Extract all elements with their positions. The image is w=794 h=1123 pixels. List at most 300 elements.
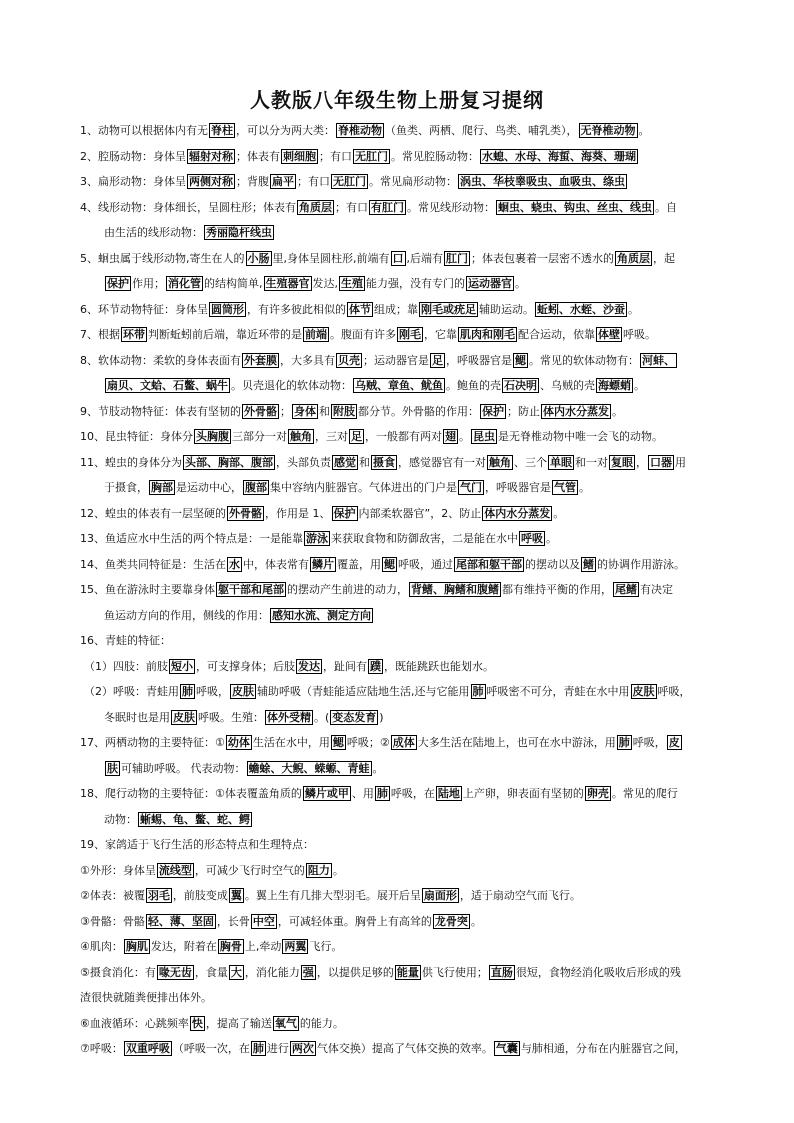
line-text: 飞行。: [309, 940, 343, 953]
boxed-keyword: 胸部: [151, 481, 173, 494]
outline-line: [80, 705, 720, 731]
line-text: 和: [319, 404, 330, 418]
boxed-keyword: 两次: [291, 1042, 314, 1055]
boxed-keyword: 翅: [445, 430, 456, 443]
boxed-keyword: 生殖器官: [265, 277, 310, 290]
line-text: （1）四肢：前肢: [84, 659, 168, 673]
line-text: 。: [546, 532, 557, 545]
line-text: ，作用是 1、: [265, 506, 331, 520]
outline-line: [80, 781, 720, 807]
line-text: 。: [332, 863, 344, 877]
boxed-keyword: 扇贝、文蛤、石鳖、蜗牛: [107, 379, 228, 392]
boxed-keyword: 水: [229, 557, 240, 571]
line-text: 有决定: [640, 583, 673, 596]
line-text: 、三个: [514, 455, 547, 469]
line-text: 是无脊椎动物中唯一会飞的动物。: [498, 430, 663, 443]
line-text: ，呼吸器官是: [446, 353, 512, 367]
line-text: 冬眠时也是用: [104, 710, 170, 724]
boxed-keyword: 外骨骼: [244, 404, 277, 418]
boxed-keyword: 游泳: [306, 532, 328, 545]
boxed-keyword: 河蚌、: [642, 353, 675, 367]
line-text: ；有口: [335, 200, 368, 214]
line-text: 。常见的软体动物有：: [529, 353, 639, 367]
line-text: 。: [553, 506, 565, 520]
boxed-keyword: 肌肉和刚毛: [460, 328, 515, 341]
line-text: 判断蚯蚓前后端，靠近环带的是: [148, 328, 302, 341]
line-text: 。: [612, 404, 623, 418]
boxed-keyword: 有肛门: [371, 200, 404, 214]
outline-line: [80, 934, 720, 960]
line-text: 都分节。外骨骼的作用：: [358, 404, 479, 418]
boxed-keyword: 刺细胞: [283, 149, 316, 163]
line-text: 的结构简单,: [204, 277, 263, 290]
line-text: 来获取食物和防御敌害，二是能在水中: [331, 532, 518, 545]
line-text: 呼吸，: [657, 685, 691, 698]
line-text: 里,身体呈圆柱形,前端有: [272, 251, 390, 265]
line-text: ，适于扇动空气而飞行。: [459, 889, 581, 902]
boxed-keyword: 皮肤: [173, 710, 195, 724]
line-text: 的协调作用游泳。: [597, 557, 685, 571]
boxed-keyword: 变态发育: [332, 710, 377, 724]
line-text: 。自: [655, 200, 677, 214]
boxed-keyword: 快: [191, 1016, 203, 1030]
boxed-keyword: 强: [302, 965, 314, 979]
line-text: 的摆动产生前进的动力，: [287, 583, 408, 596]
boxed-keyword: 涡虫、华枝睾吸虫、血吸虫、绦虫: [460, 175, 625, 188]
boxed-keyword: 背鳍、胸鳍和腹鳍: [411, 583, 499, 596]
boxed-keyword: 肛门: [446, 251, 468, 265]
line-text: 渣很快就随粪便排出体外。: [80, 991, 212, 1004]
line-text: ①外形：身体呈: [80, 863, 156, 877]
line-text: 。常见腔肠动物：: [391, 149, 479, 163]
boxed-keyword: 身体: [294, 404, 316, 418]
line-text: 12、蝗虫的体表有一层坚硬的: [80, 506, 226, 520]
boxed-keyword: 阻力: [307, 863, 330, 877]
line-text: 19、家鸽适于飞行生活的形态特点和生理特点：: [80, 838, 314, 851]
line-text: ②体表：被覆: [80, 889, 145, 902]
line-text: ；运动器官是: [363, 353, 429, 367]
boxed-keyword: 蛔虫、蛲虫、钩虫、丝虫、线虫: [498, 200, 652, 214]
line-text: ，提高了输送: [205, 1016, 272, 1030]
outline-line: [80, 526, 720, 552]
line-text: ⑥血液循环：心跳频率: [80, 1016, 189, 1030]
outline-line: [80, 399, 720, 425]
boxed-keyword: 刚毛或疣足: [421, 302, 476, 316]
boxed-keyword: 感知水流、测定方向: [272, 608, 371, 622]
boxed-keyword: 体节: [349, 302, 371, 316]
line-text: 的能力。: [299, 1016, 344, 1030]
line-text: 可辅助呼吸。 代表动物：: [121, 761, 246, 775]
line-text: 14、鱼类共同特征是：生活在: [80, 557, 226, 571]
line-text: 用: [675, 455, 686, 469]
boxed-keyword: 肺: [182, 685, 193, 698]
line-text: 2、腔肠动物：身体呈: [80, 149, 186, 163]
line-text: 都有维持平衡的作用，: [502, 583, 612, 596]
boxed-keyword: 卵壳: [586, 787, 609, 800]
line-text: 。(: [314, 710, 330, 724]
line-text: 作用；: [132, 277, 165, 290]
line-text: 配合运动，依靠: [518, 328, 595, 341]
boxed-keyword: 消化管: [168, 277, 201, 290]
boxed-keyword: 触角: [489, 455, 511, 469]
boxed-keyword: 运动器官: [468, 277, 512, 290]
line-text: ，消化能力: [244, 965, 300, 979]
line-text: ④肌肉：: [80, 940, 123, 953]
boxed-keyword: 尾鳍: [615, 583, 637, 596]
line-text: 中，体表常有: [243, 557, 309, 571]
boxed-keyword: 体内水分蒸发: [484, 506, 551, 520]
line-text: 气体交换）提高了气体交换的效率。: [316, 1042, 493, 1055]
boxed-keyword: 脊柱: [211, 124, 233, 137]
line-text: 15、鱼在游泳时主要靠身体: [80, 583, 215, 596]
line-text: 由生活的线形动物：: [104, 226, 203, 239]
boxed-keyword: 头部、胸部、腹部: [185, 455, 273, 469]
boxed-keyword: 躯干部和尾部: [218, 583, 284, 596]
outline-line: [80, 628, 720, 654]
outline-line: [80, 195, 720, 221]
boxed-keyword: 昆虫: [473, 430, 495, 443]
boxed-keyword: 皮: [668, 736, 680, 749]
outline-line: [80, 883, 720, 909]
boxed-keyword: 鳞片或甲: [304, 787, 349, 800]
line-text: ；背腹: [236, 175, 269, 188]
boxed-keyword: 角质层: [299, 200, 332, 214]
outline-line: [80, 832, 720, 858]
line-text: ，有许多彼此相似的: [247, 302, 346, 316]
line-text: 9、节肢动物特征：体表有坚韧的: [80, 404, 241, 418]
boxed-keyword: 刚毛: [399, 328, 421, 341]
line-text: 呼吸，通过: [398, 557, 453, 571]
outline-line: [80, 654, 720, 680]
line-text: 组成；靠: [374, 302, 418, 316]
line-text: 16、青蛙的特征：: [80, 634, 171, 647]
boxed-keyword: 海螵蛸: [598, 379, 631, 392]
boxed-keyword: 体壁: [598, 328, 620, 341]
line-text: 11、蝗虫的身体分为: [80, 455, 182, 469]
line-text: ⑤摄食消化：有: [80, 965, 156, 979]
boxed-keyword: 触角: [290, 430, 312, 443]
boxed-keyword: 无肛门: [355, 149, 388, 163]
boxed-keyword: 肺: [472, 685, 484, 698]
line-text: 呼吸密不可分，青蛙在水中用: [486, 685, 630, 698]
boxed-keyword: 口器: [650, 455, 672, 469]
boxed-keyword: 辐射对称: [189, 149, 233, 163]
boxed-keyword: 羽毛: [147, 889, 170, 902]
line-text: ): [379, 710, 384, 724]
line-text: 能力强，没有专门的: [366, 277, 465, 290]
line-text: 、乌贼的壳: [540, 379, 595, 392]
boxed-keyword: 外套膜: [244, 353, 277, 367]
outline-line: [80, 220, 720, 246]
line-text: （2）呼吸：青蛙用: [84, 685, 179, 698]
line-text: 、用: [351, 787, 374, 800]
outline-line: [80, 144, 720, 170]
line-text: ，起: [653, 251, 675, 265]
boxed-keyword: 口: [392, 251, 404, 265]
boxed-keyword: 附肢: [333, 404, 355, 418]
outline-line: [80, 373, 720, 399]
line-text: ；: [280, 404, 291, 418]
boxed-keyword: 尾部和躯干部: [456, 557, 522, 571]
line-text: 辅助呼吸（青蛙能适应陆地生活,还与它能用: [257, 685, 470, 698]
line-text: 。: [628, 302, 639, 316]
outline-line: [80, 424, 720, 450]
outline-line: [80, 169, 720, 195]
boxed-keyword: 摄食: [373, 455, 395, 469]
line-text: 。: [515, 277, 526, 290]
outline-line: [80, 1036, 720, 1062]
boxed-keyword: 感觉: [334, 455, 356, 469]
boxed-keyword: 体外受精: [267, 710, 311, 724]
outline-line: [80, 297, 720, 323]
boxed-keyword: 保护: [333, 506, 356, 520]
boxed-keyword: 中空: [252, 914, 275, 928]
boxed-keyword: 保护: [482, 404, 504, 418]
boxed-keyword: 蟾蜍、大鲵、蝾螈、青蛙: [248, 761, 370, 775]
line-text: ；有口: [319, 149, 352, 163]
line-text: ，感觉器官有一对: [398, 455, 486, 469]
boxed-keyword: 生殖: [341, 277, 363, 290]
boxed-keyword: 鳃: [332, 736, 344, 749]
line-text: ；体表有: [236, 149, 280, 163]
outline-line: [80, 348, 720, 374]
line-text: 动物：: [104, 812, 137, 826]
line-text: 17、两栖动物的主要特征：①: [80, 736, 225, 749]
boxed-keyword: 蚯蚓、水蛭、沙蚕: [537, 302, 625, 316]
line-text: ，以提供足够的: [316, 965, 394, 979]
boxed-keyword: 体内水分蒸发: [543, 404, 609, 418]
line-text: 。常见线形动物：: [407, 200, 495, 214]
boxed-keyword: 肺: [618, 736, 630, 749]
line-text: ，可减少飞行时空气的: [194, 863, 305, 877]
boxed-keyword: 秀丽隐杆线虫: [206, 226, 272, 239]
outline-line: [80, 450, 720, 476]
line-text: ；体表包裹着一层密不透水的: [471, 251, 614, 265]
boxed-keyword: 皮肤: [232, 685, 254, 698]
outline-line: [80, 679, 720, 705]
line-text: 。: [459, 430, 470, 443]
line-text: 上,牵动: [244, 940, 282, 953]
line-text: 6、环节动物特征：身体呈: [80, 302, 208, 316]
line-text: 8、软体动物：柔软的身体表面有: [80, 353, 241, 367]
boxed-keyword: 肺: [376, 787, 388, 800]
line-text: ，它靠: [424, 328, 457, 341]
line-text: 内部柔软器官”，2、防止: [358, 506, 482, 520]
outline-line: [80, 807, 720, 833]
line-text: 4、线形动物：身体细长，呈圆柱形；体表有: [80, 200, 296, 214]
outline-line: [80, 501, 720, 527]
outline-line: [80, 577, 720, 603]
line-text: ,后端有: [406, 251, 443, 265]
line-text: 。: [372, 761, 384, 775]
boxed-keyword: 鳃: [515, 353, 526, 367]
boxed-keyword: 翼: [230, 889, 242, 902]
boxed-keyword: 无脊椎动物: [580, 124, 636, 137]
outline-line: [80, 985, 720, 1011]
boxed-keyword: 蹼: [370, 659, 381, 673]
line-text: 。: [634, 379, 645, 392]
line-text: 大多生活在陆地上，也可在水中游泳，用: [417, 736, 616, 749]
document-title: 人教版八年级生物上册复习提纲: [250, 88, 544, 112]
line-text: 18、爬行动物的主要特征：①体表覆盖角质的: [80, 787, 302, 800]
line-text: 三部分一对: [232, 430, 287, 443]
line-text: ；有口: [297, 175, 330, 188]
boxed-keyword: 外骨骼: [229, 506, 262, 520]
boxed-keyword: 足: [351, 430, 362, 443]
line-text: ⑦呼吸：: [80, 1042, 123, 1055]
boxed-keyword: 鳍: [583, 557, 594, 571]
line-text: 和一对: [575, 455, 608, 469]
line-text: ，三对: [315, 430, 348, 443]
line-text: 。贝壳退化的软体动物：: [231, 379, 352, 392]
boxed-keyword: 腹部: [245, 481, 267, 494]
outline-line: [80, 475, 720, 501]
line-text: 10、昆虫特征：身体分: [80, 430, 193, 443]
boxed-keyword: 气管: [554, 481, 576, 494]
outline-line: [80, 858, 720, 884]
boxed-keyword: 呼吸: [521, 532, 543, 545]
line-text: 发达,: [312, 277, 338, 290]
outline-line: [80, 1011, 720, 1037]
line-text: ，可支撑身体；后肢: [196, 659, 295, 673]
line-text: 发达，附着在: [150, 940, 217, 953]
line-text: ，可以分为两大类：: [236, 124, 335, 137]
line-text: 。: [470, 914, 482, 928]
line-text: 供飞行使用；: [421, 965, 488, 979]
boxed-keyword: 单眼: [550, 455, 572, 469]
line-text: 呼吸；②: [346, 736, 390, 749]
line-text: 1、动物可以根据体内有无: [80, 124, 208, 137]
boxed-keyword: 扇面形: [423, 889, 457, 902]
line-text: 和: [359, 455, 370, 469]
outline-line: [80, 322, 720, 348]
line-text: 覆盖，用: [337, 557, 381, 571]
line-text: ，: [636, 455, 647, 469]
line-text: ，可减轻体重。胸骨上有高耸的: [277, 914, 432, 928]
boxed-keyword: 扁平: [272, 175, 294, 188]
boxed-keyword: 胸肌: [125, 940, 148, 953]
line-text: 。: [579, 481, 590, 494]
line-text: 。翼上生有几排大型羽毛。展开后呈: [244, 889, 421, 902]
boxed-keyword: 肤: [107, 761, 118, 775]
boxed-keyword: 大: [230, 965, 242, 979]
line-text: ；防止: [507, 404, 540, 418]
line-text: 。: [638, 124, 650, 137]
boxed-keyword: 短小: [171, 659, 193, 673]
boxed-keyword: 龙骨突: [434, 914, 468, 928]
outline-line: [80, 118, 720, 144]
line-text: 于摄食，: [104, 481, 148, 494]
boxed-keyword: 喙无齿: [158, 965, 192, 979]
boxed-keyword: 环带: [123, 328, 145, 341]
line-text: 。鲍鱼的壳: [446, 379, 501, 392]
line-text: （呼吸一次，在: [172, 1042, 250, 1055]
line-text: 的摆动以及: [525, 557, 580, 571]
boxed-keyword: 前端: [305, 328, 327, 341]
line-text: 呼吸。: [623, 328, 656, 341]
line-text: ，食量: [194, 965, 228, 979]
boxed-keyword: 陆地: [437, 787, 460, 800]
line-text: ，趾间有: [323, 659, 367, 673]
line-text: ，头部负责: [276, 455, 331, 469]
line-text: ，呼吸器官是: [485, 481, 551, 494]
line-text: ，一般都有两对: [365, 430, 442, 443]
line-text: 呼吸，: [632, 736, 666, 749]
line-text: 呼吸，在: [390, 787, 435, 800]
line-text: 辅助运动。: [479, 302, 534, 316]
boxed-keyword: 两翼: [284, 940, 307, 953]
outline-line: [80, 271, 720, 297]
boxed-keyword: 流线型: [158, 863, 192, 877]
boxed-keyword: 直肠: [490, 965, 513, 979]
boxed-keyword: 无肛门: [333, 175, 366, 188]
line-text: ，既能跳跃也能划水。: [384, 659, 494, 673]
boxed-keyword: 乌贼、章鱼、鱿鱼: [355, 379, 443, 392]
line-text: 与肺相通，分布在内脏器官之间，: [520, 1042, 686, 1055]
boxed-keyword: 能量: [396, 965, 419, 979]
outline-line: [80, 552, 720, 578]
boxed-keyword: 蜥蜴、龟、鳖、蛇、鳄: [140, 812, 250, 826]
line-text: 13、鱼适应水中生活的两个特点是：一是能靠: [80, 532, 303, 545]
boxed-keyword: 足: [432, 353, 443, 367]
boxed-keyword: 两侧对称: [189, 175, 233, 188]
line-text: ，长骨: [216, 914, 250, 928]
boxed-keyword: 鳃: [384, 557, 395, 571]
boxed-keyword: 石决明: [504, 379, 537, 392]
outline-line: [80, 960, 720, 986]
boxed-keyword: 角质层: [617, 251, 650, 265]
line-text: 生活在水中，用: [252, 736, 330, 749]
boxed-keyword: 复眼: [611, 455, 633, 469]
outline-line: [80, 730, 720, 756]
boxed-keyword: 胸骨: [219, 940, 242, 953]
boxed-keyword: 发达: [298, 659, 320, 673]
outline-line: [80, 756, 720, 782]
boxed-keyword: 小肠: [247, 251, 270, 265]
line-text: 。常见扁形动物：: [369, 175, 457, 188]
boxed-keyword: 氧气: [274, 1016, 297, 1030]
outline-body: [80, 118, 720, 1062]
outline-line: [80, 246, 720, 272]
line-text: 鱼运动方向的作用，侧线的作用：: [104, 608, 269, 622]
boxed-keyword: 鳞片: [312, 557, 334, 571]
line-text: 。腹面有许多: [330, 328, 396, 341]
boxed-keyword: 成体: [392, 736, 415, 749]
boxed-keyword: 头胸腹: [196, 430, 229, 443]
line-text: 呼吸，: [196, 685, 229, 698]
boxed-keyword: 脊椎动物: [338, 124, 382, 137]
line-text: 很短，食物经消化吸收后形成的残: [515, 965, 681, 979]
line-text: 是运动中心，: [176, 481, 242, 494]
line-text: 进行: [266, 1042, 289, 1055]
outline-line: [80, 603, 720, 629]
boxed-keyword: 水螅、水母、海蜇、海葵、珊瑚: [482, 149, 636, 163]
line-text: 上产卵，卵表面有坚韧的: [462, 787, 584, 800]
line-text: ，大多具有: [280, 353, 335, 367]
line-text: ③骨骼：骨骼: [80, 914, 145, 928]
line-text: 。常见的爬行: [611, 787, 678, 800]
line-text: 5、蛔虫属于线形动物,寄生在人的: [80, 251, 245, 265]
line-text: 3、扁形动物：身体呈: [80, 175, 186, 188]
outline-line: [80, 909, 720, 935]
line-text: 7、根据: [80, 328, 120, 341]
line-text: ，前肢变成: [172, 889, 228, 902]
boxed-keyword: 双重呼吸: [125, 1042, 170, 1055]
boxed-keyword: 肺: [252, 1042, 264, 1055]
boxed-keyword: 轻、薄、坚固: [147, 914, 214, 928]
boxed-keyword: 贝壳: [338, 353, 360, 367]
boxed-keyword: 幼体: [227, 736, 250, 749]
